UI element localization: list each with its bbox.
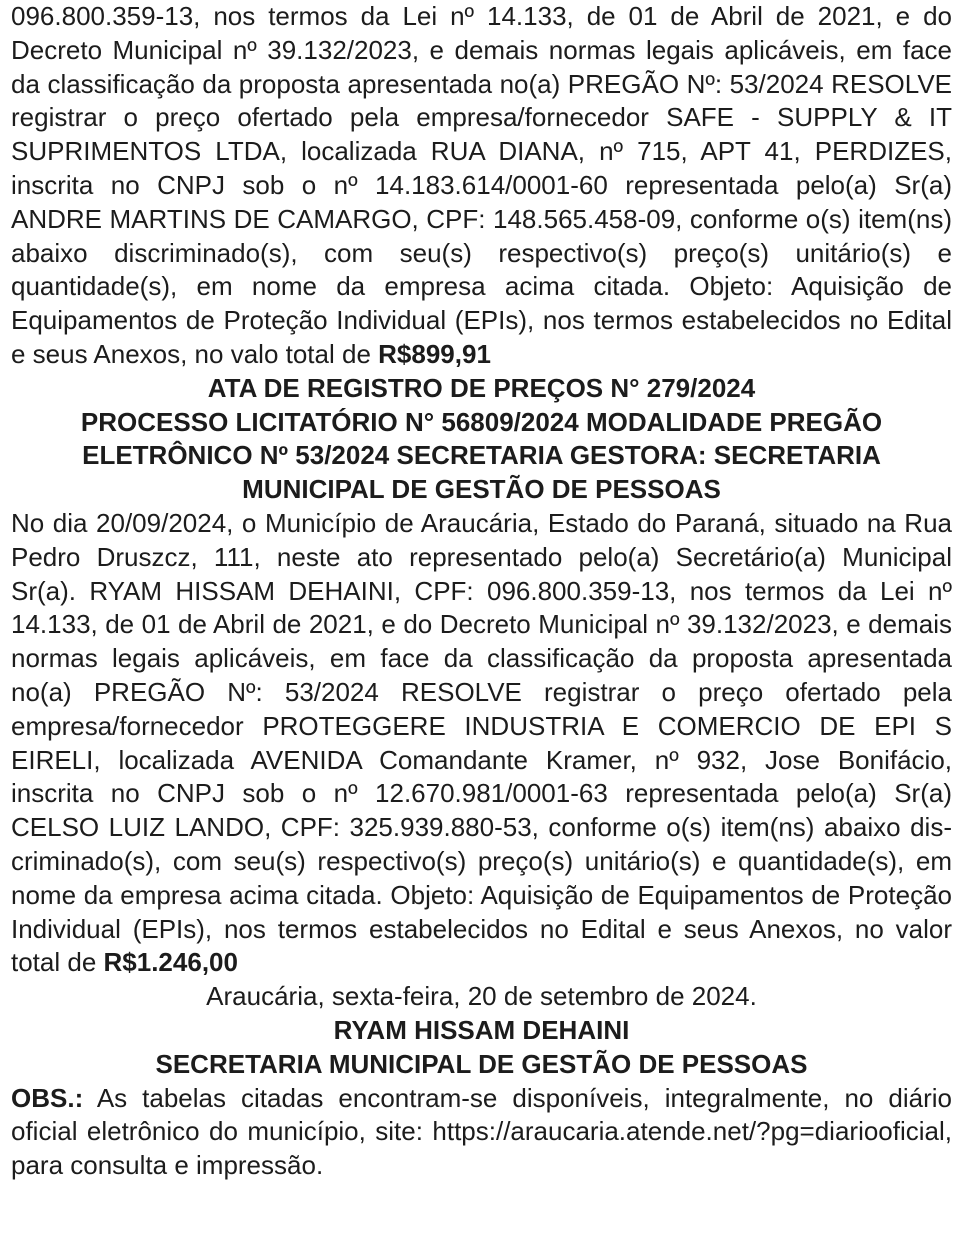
ata-title: ATA DE REGISTRO DE PREÇOS N° 279/2024 [207, 372, 756, 403]
signatory-department: SECRETARIA MUNICIPAL DE GESTÃO DE PESSOAS [155, 1048, 808, 1079]
previous-ata-total-value: R$899,91 [378, 338, 491, 369]
previous-ata-text: 096.800.359-13, nos termos da Lei nº 14.133, de 01 de Abril de 2021, e do Decreto Municipal nº 39.132/2023, e demais normas legais aplicáveis, em face da classificação da proposta apresentada no(a) PREGÃO Nº: 53/2024 RESOLVE registrar o preço ofertado pela empresa/fornecedor SAFE - SUPPLY & IT SUPRIMENTOS LTDA, localizada RUA DIANA, nº 715, APT 41, PERDIZES, inscrita no CNPJ sob o nº 14.183.614/0001-60 representada pelo(a) Sr(a) ANDRE MARTINS DE CAMARGO, CPF: 148.565.458-09, conforme o(s) item(ns) abaixo discriminado(s), com seu(s) respectivo(s) preço(s) unitário(s) e quantidade(s), em nome da empresa acima citada. Objeto: Aquisição de Equipamentos de Proteção Individual (EPIs), nos termos estabelecidos no Edital e seus Anexos, no valo total de [11, 1, 952, 369]
closing-date: Araucária, sexta-feira, 20 de setembro de 2024. [206, 981, 757, 1012]
obs-text: As tabelas citadas encontram-se disponíveis, integralmente, no diário oficial eletrônico do município, site: https://araucaria.atende.net/?pg=diariooficial, para consulta e impressão. [11, 1082, 952, 1181]
process-heading: PROCESSO LICITATÓRIO N° 56809/2024 MODALIDADE PREGÃO ELETRÔNICO Nº 53/2024 SECRETARIA GESTORA: SECRETARIA MUNICIPAL DE GESTÃO DE PESSOAS [80, 406, 883, 505]
ata-total-value: R$1.246,00 [103, 947, 238, 978]
ata-body-text: No dia 20/09/2024, o Município de Araucária, Estado do Paraná, situado na Rua Pedro Druszcz, 111, neste ato representado pelo(a) Secretário(a) Municipal Sr(a). RYAM HISSAM DEHAINI, CPF: 096.800.359-13, nos termos da Lei nº 14.133, de 01 de Abril de 2021, e do Decreto Municipal nº 39.132/2023, e demais normas legais aplicáveis, em face da classificação da proposta apresentada no(a) PREGÃO Nº: 53/2024 RESOLVE registrar o preço ofertado pela empresa/fornecedor PROTEGGERE INDUSTRIA E COMERCIO DE EPI S EIRELI, localizada AVENIDA Comandante Kramer, nº 932, Jose Bonifácio, inscrita no CNPJ sob o nº 12.670.981/0001-63 representada pelo(a) Sr(a) CELSO LUIZ LANDO, CPF: 325.939.880-53, conforme o(s) item(ns) abaixo discriminado(s), com seu(s) respectivo(s) preço(s) unitário(s) e quantidade(s), em nome da empresa acima citada. Objeto: Aquisição de Equipamentos de Proteção Individual (EPIs), nos termos estabelecidos no Edital e seus Anexos, no valor total de [11, 507, 952, 978]
previous-ata-paragraph [11, 0, 952, 372]
ata-body-paragraph [11, 507, 952, 980]
obs-label: OBS.: [11, 1082, 84, 1113]
signatory-name: RYAM HISSAM DEHAINI [333, 1014, 630, 1045]
obs-note [11, 1082, 952, 1183]
